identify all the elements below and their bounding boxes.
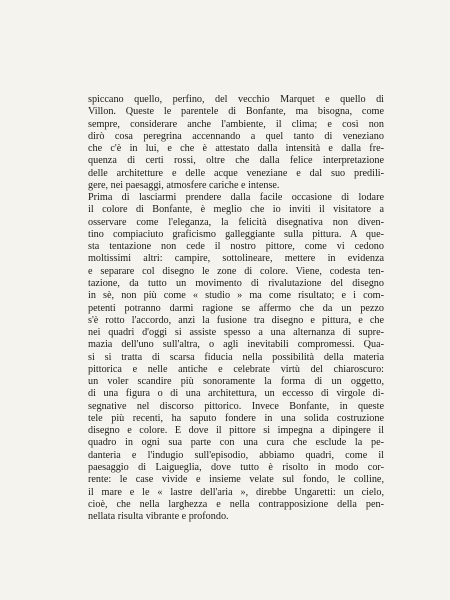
text-line: sta tentazione non cede il nostro pittore, come vi cedono	[88, 241, 384, 253]
text-line: gere, nei paesaggi, atmosfere cariche e intense.	[88, 179, 280, 191]
text-line: tele più recenti, ha saputo fondere in una solida costruzione	[88, 412, 384, 424]
text-line: quadro in ogni sua parte con una cura che esclude la pe-	[88, 437, 384, 449]
text-line: dirò cosa peregrina accennando a quel tanto di veneziano	[88, 130, 384, 142]
text-line: danteria e l'indugio sull'episodio, abbiamo quadri, come il	[88, 449, 384, 461]
text-line: sempre, considerare anche l'ambiente, il clima; e così non	[88, 118, 384, 130]
text-line: delle architetture e delle acque veneziane e dal suo predili-	[88, 167, 384, 179]
body-text	[88, 94, 384, 523]
text-line: mazia dell'uno sull'altra, o agli inevitabili compromessi. Qua-	[88, 339, 384, 351]
text-line: nellata risulta vibrante e profondo.	[88, 511, 229, 523]
text-line: tino compiaciuto graficismo galleggiante sulla pittura. A que-	[88, 228, 384, 240]
text-line: si si tratta di scarsa fiducia nella possibilità della materia	[88, 351, 384, 363]
text-line: Prima di lasciarmi prendere dalla facile occasione di lodare	[88, 192, 384, 204]
paragraph-2	[88, 192, 384, 523]
text-line: che c'è in lui, e che è attestato dalla intensità e dalla fre-	[88, 143, 384, 155]
text-line: nei quadri d'oggi si assiste spesso a una alternanza di supre-	[88, 327, 384, 339]
text-line: rente: le case vivide e insieme velate sul fondo, le colline,	[88, 474, 384, 486]
text-line: moltissimi altri: campire, sottolineare, mettere in evidenza	[88, 253, 384, 265]
text-line: spiccano quello, perfino, del vecchio Marquet e quello di	[88, 94, 384, 105]
text-line: s'è rotto l'accordo, anzi la fusione tra disegno e pittura, e che	[88, 314, 384, 326]
text-line: quenza di certi rossi, oltre che dalla felice interpretazione	[88, 155, 384, 167]
text-line: cioè, che nella larghezza e nella contrapposizione della pen-	[88, 498, 384, 510]
text-line: di una figura o di una architettura, un eccesso di virgole di-	[88, 388, 384, 400]
text-line: il mare e le « lastre dell'aria », direbbe Ungaretti: un cielo,	[88, 486, 384, 498]
text-line: il colore di Bonfante, è meglio che io inviti il visitatore a	[88, 204, 384, 216]
text-line: disegno e colore. E dove il pittore si impegna a dipingere il	[88, 425, 384, 437]
text-line: in sè, non più come « studio » ma come risultato; e i com-	[88, 290, 384, 302]
text-line: osservare come l'eleganza, la felicità disegnativa non diven-	[88, 216, 384, 228]
text-line: petenti potranno darmi ragione se affermo che da un pezzo	[88, 302, 384, 314]
text-line: e separare col disegno le zone di colore. Viene, codesta ten-	[88, 265, 384, 277]
paragraph-1	[88, 94, 384, 192]
text-line: segnative nel discorso pittorico. Invece Bonfante, in queste	[88, 400, 384, 412]
text-line: un voler scandire più sonoramente la forma di un oggetto,	[88, 376, 384, 388]
text-line: paesaggio di Laigueglia, dove tutto è risolto in modo cor-	[88, 461, 384, 473]
text-line: tazione, da tutto un movimento di rivalutazione del disegno	[88, 277, 384, 289]
text-line: pittorica e nelle antiche e celebrate virtù del chiaroscuro:	[88, 363, 384, 375]
text-line: Villon. Queste le parentele di Bonfante, ma bisogna, come	[88, 106, 384, 118]
